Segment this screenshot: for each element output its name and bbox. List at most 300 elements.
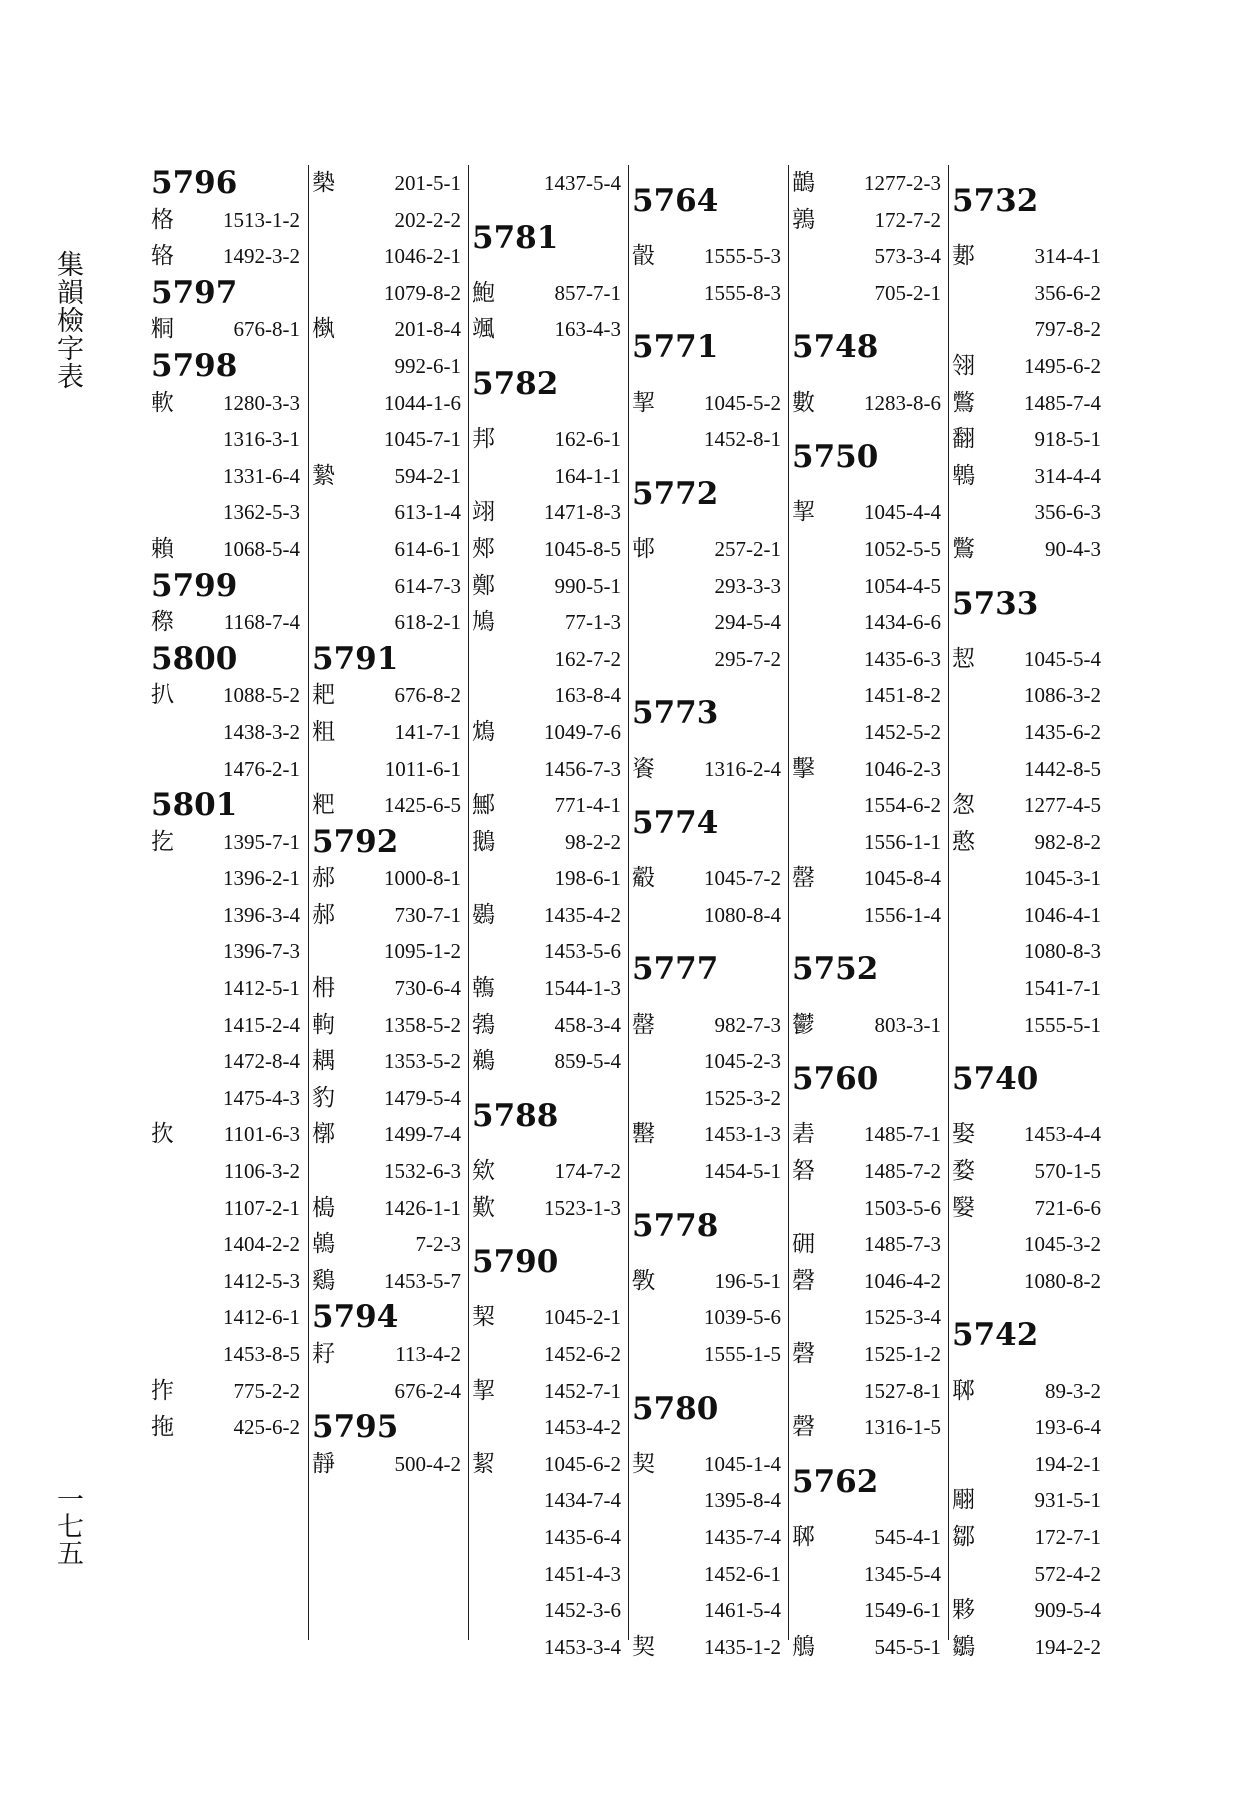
entry-page-reference: 1452-6-1: [704, 1561, 781, 1586]
index-entry: [789, 604, 949, 641]
entry-page-reference: 356-6-2: [1034, 280, 1101, 305]
entry-page-reference: 1045-6-2: [544, 1451, 621, 1476]
index-entry: [469, 970, 629, 1007]
entry-page-reference: 1331-6-4: [223, 463, 300, 488]
entry-page-reference: 1452-8-1: [704, 427, 781, 452]
radical-code-heading: 5781: [472, 219, 559, 256]
entry-page-reference: 194-2-2: [1034, 1634, 1101, 1659]
index-entry: [629, 641, 789, 678]
index-entry: [949, 714, 1109, 751]
entry-page-reference: 1080-8-4: [704, 902, 781, 927]
entry-page-reference: 1451-8-2: [864, 683, 941, 708]
entry-page-reference: 1000-8-1: [384, 866, 461, 891]
index-entry: [629, 1080, 789, 1117]
index-entry: [309, 1043, 469, 1080]
entry-character: 鬱: [792, 1011, 815, 1038]
entry-character: 軟: [151, 389, 174, 416]
index-entry: [949, 897, 1109, 934]
radical-code-heading: 5773: [632, 695, 719, 732]
entry-page-reference: 1316-1-5: [864, 1415, 941, 1440]
index-entry: [949, 275, 1109, 312]
index-entry: [148, 1190, 308, 1227]
entry-character: 栔: [472, 1304, 495, 1331]
entry-page-reference: 1554-6-2: [864, 793, 941, 818]
entry-page-reference: 1485-7-1: [864, 1122, 941, 1147]
radical-code-heading: 5794: [312, 1299, 399, 1336]
index-entry: [148, 202, 308, 239]
entry-page-reference: 1052-5-5: [864, 536, 941, 561]
index-entry: [309, 860, 469, 897]
index-entry: [949, 1556, 1109, 1593]
entry-character: 鄭: [472, 572, 495, 599]
entry-page-reference: 1434-7-4: [544, 1488, 621, 1513]
entry-character: 憨: [952, 828, 975, 855]
entry-page-reference: 1453-3-4: [544, 1634, 621, 1659]
radical-code-heading: 5732: [952, 183, 1039, 219]
entry-page-reference: 458-3-4: [554, 1012, 621, 1037]
entry-page-reference: 174-7-2: [554, 1159, 621, 1184]
index-entry: [148, 1409, 308, 1446]
index-entry: [789, 751, 949, 788]
index-column-4: [628, 165, 789, 1660]
index-entry: [469, 604, 629, 641]
entry-character: 郝: [312, 901, 335, 928]
entry-page-reference: 1045-1-4: [704, 1451, 781, 1476]
entry-page-reference: 1435-6-2: [1024, 719, 1101, 744]
index-entry: [629, 1446, 789, 1483]
entry-page-reference: 1283-8-6: [864, 390, 941, 415]
index-entry: [789, 1336, 949, 1373]
entry-page-reference: 1277-4-5: [1024, 793, 1101, 818]
index-entry: [148, 1153, 308, 1190]
index-entry: [469, 421, 629, 458]
index-entry: [309, 385, 469, 422]
entry-character: 歎: [472, 1194, 495, 1221]
entry-character: 恝: [952, 645, 975, 672]
index-column-3: [468, 165, 629, 1659]
entry-page-reference: 1523-1-3: [544, 1195, 621, 1220]
entry-character: 郰: [792, 1523, 815, 1550]
entry-character: 婺: [952, 1158, 975, 1185]
index-entry: [309, 458, 469, 495]
index-entry: [469, 1336, 629, 1373]
entry-character: 砽: [792, 1231, 815, 1258]
index-entry: [629, 1592, 789, 1629]
entry-page-reference: 1362-5-3: [223, 500, 300, 525]
entry-page-reference: 162-7-2: [554, 646, 621, 671]
entry-character: 挈: [632, 389, 655, 416]
entry-page-reference: 1471-8-3: [544, 500, 621, 525]
entry-page-reference: 613-1-4: [394, 500, 461, 525]
entry-character: 翊: [472, 499, 495, 526]
entry-page-reference: 1045-7-1: [384, 427, 461, 452]
entry-character: 斆: [632, 1267, 655, 1294]
index-entry: [148, 1373, 308, 1410]
index-entry: [148, 385, 308, 422]
entry-page-reference: 1495-6-2: [1024, 353, 1101, 378]
index-entry: [148, 1116, 308, 1153]
index-entry: [309, 1116, 469, 1153]
page-number: 一七五: [52, 1485, 83, 1566]
entry-character: 郟: [472, 535, 495, 562]
entry-page-reference: 1442-8-5: [1024, 756, 1101, 781]
index-entry: [309, 1373, 469, 1410]
entry-page-reference: 1395-8-4: [704, 1488, 781, 1513]
entry-page-reference: 162-6-1: [554, 427, 621, 452]
entry-character: 鄒: [952, 1523, 975, 1550]
entry-page-reference: 425-6-2: [233, 1415, 300, 1440]
index-entry: [949, 1226, 1109, 1263]
index-entry: [148, 824, 308, 861]
entry-page-reference: 1045-8-4: [864, 866, 941, 891]
entry-character: 罄: [632, 1011, 655, 1038]
index-entry: [469, 1190, 629, 1227]
index-entry: [469, 933, 629, 970]
entry-character: 罄: [792, 865, 815, 892]
index-entry: [148, 897, 308, 934]
entry-page-reference: 1453-5-6: [544, 939, 621, 964]
entry-page-reference: 1454-5-1: [704, 1159, 781, 1184]
entry-page-reference: 573-3-4: [874, 244, 941, 269]
entry-page-reference: 1555-1-5: [704, 1342, 781, 1366]
index-entry: [789, 1592, 949, 1629]
entry-page-reference: 545-5-1: [874, 1634, 941, 1659]
entry-page-reference: 1046-4-2: [864, 1268, 941, 1293]
entry-character: 鮑: [472, 279, 495, 306]
entry-character: 鷄: [312, 1267, 335, 1294]
entry-page-reference: 797-8-2: [1034, 317, 1101, 342]
index-entry: [789, 1153, 949, 1190]
index-entry: [309, 568, 469, 605]
entry-page-reference: 1475-4-3: [223, 1085, 300, 1110]
entry-page-reference: 1045-8-5: [544, 536, 621, 561]
index-entry: [148, 714, 308, 751]
entry-character: 擊: [792, 755, 815, 782]
entry-page-reference: 293-3-3: [714, 573, 781, 598]
index-entry: [469, 1043, 629, 1080]
entry-page-reference: 1434-6-6: [864, 610, 941, 635]
entry-character: 鵓: [472, 1011, 495, 1038]
entry-page-reference: 857-7-1: [554, 280, 621, 305]
entry-character: 挈: [792, 499, 815, 526]
index-entry: [949, 1592, 1109, 1629]
index-entry: [309, 275, 469, 312]
entry-character: 颯: [472, 316, 495, 343]
entry-page-reference: 1045-3-2: [1024, 1232, 1101, 1257]
index-entry: [309, 1336, 469, 1373]
entry-page-reference: 1080-8-2: [1024, 1268, 1101, 1293]
entry-page-reference: 1045-3-1: [1024, 866, 1101, 891]
entry-page-reference: 202-2-2: [394, 207, 461, 232]
entry-page-reference: 771-4-1: [554, 793, 621, 818]
index-entry: [469, 1629, 629, 1666]
index-column-2: [308, 165, 469, 1640]
radical-code-heading: 5772: [632, 475, 719, 512]
entry-page-reference: 931-5-1: [1034, 1488, 1101, 1513]
entry-page-reference: 1452-6-2: [544, 1342, 621, 1366]
entry-page-reference: 1395-7-1: [223, 829, 300, 854]
index-entry: [309, 311, 469, 348]
entry-character: 鵝: [472, 828, 495, 855]
index-entry: [629, 1336, 789, 1373]
index-entry: [309, 238, 469, 275]
entry-character: 鷃: [472, 901, 495, 928]
entry-character: 郪: [952, 243, 975, 270]
radical-code-heading: 5795: [312, 1409, 399, 1446]
entry-page-reference: 1499-7-4: [384, 1122, 461, 1147]
entry-character: 嫛: [952, 1194, 975, 1221]
index-entry: [148, 238, 308, 275]
index-entry: [469, 1409, 629, 1446]
index-entry: [469, 1373, 629, 1410]
entry-character: 鴆: [472, 718, 495, 745]
index-entry: [148, 751, 308, 788]
index-entry: [309, 933, 469, 970]
index-entry: [629, 238, 789, 275]
entry-page-reference: 775-2-2: [233, 1378, 300, 1403]
index-entry: [469, 494, 629, 531]
entry-character: 餈: [632, 755, 655, 782]
index-entry: [629, 1299, 789, 1336]
entry-page-reference: 1479-5-4: [384, 1085, 461, 1110]
entry-page-reference: 89-3-2: [1045, 1378, 1101, 1403]
index-entry: [469, 458, 629, 495]
index-entry: [469, 165, 629, 202]
entry-page-reference: 1541-7-1: [1024, 976, 1101, 1001]
entry-page-reference: 982-7-3: [714, 1012, 781, 1037]
entry-page-reference: 172-7-1: [1034, 1524, 1101, 1549]
index-entry: [789, 1007, 949, 1044]
entry-character: 瞉: [632, 243, 655, 270]
entry-page-reference: 1316-3-1: [223, 427, 300, 452]
index-entry: [469, 311, 629, 348]
entry-character: 邨: [632, 535, 655, 562]
entry-page-reference: 1345-5-4: [864, 1561, 941, 1586]
book-title: 集韻檢字表: [52, 250, 83, 390]
index-entry: [309, 677, 469, 714]
entry-character: 粑: [312, 792, 335, 819]
entry-page-reference: 164-1-1: [554, 463, 621, 488]
entry-page-reference: 500-4-2: [394, 1451, 461, 1476]
radical-code-heading: 5800: [151, 640, 238, 677]
entry-page-reference: 1556-1-1: [864, 829, 941, 854]
entry-page-reference: 1044-1-6: [384, 390, 461, 415]
entry-character: 豹: [312, 1084, 335, 1111]
index-entry: [309, 1446, 469, 1483]
entry-page-reference: 1544-1-3: [544, 976, 621, 1001]
entry-page-reference: 1503-5-6: [864, 1195, 941, 1220]
index-entry: [629, 421, 789, 458]
radical-code-heading: 5778: [632, 1207, 719, 1244]
index-entry: [629, 275, 789, 312]
entry-page-reference: 172-7-2: [874, 207, 941, 232]
entry-character: 罊: [632, 1121, 655, 1148]
entry-page-reference: 113-4-2: [395, 1342, 461, 1366]
index-entry: [309, 1080, 469, 1117]
entry-character: 槨: [312, 1121, 335, 1148]
radical-code-heading: 5752: [792, 951, 879, 988]
entry-page-reference: 1080-8-3: [1024, 939, 1101, 964]
radical-code-heading: 5788: [472, 1097, 559, 1134]
entry-character: 砉: [792, 1121, 815, 1148]
index-entry: [789, 1226, 949, 1263]
entry-character: 枏: [312, 975, 335, 1002]
entry-page-reference: 1404-2-2: [223, 1232, 300, 1257]
index-entry: [949, 311, 1109, 348]
entry-page-reference: 614-6-1: [394, 536, 461, 561]
index-entry: [148, 1299, 308, 1336]
entry-character: 拃: [151, 1377, 174, 1404]
entry-page-reference: 1316-2-4: [704, 756, 781, 781]
entry-page-reference: 1456-7-3: [544, 756, 621, 781]
index-entry: [789, 385, 949, 422]
radical-code-heading: 5771: [632, 329, 719, 366]
entry-page-reference: 1472-8-4: [223, 1049, 300, 1074]
entry-page-reference: 201-5-1: [394, 171, 461, 195]
entry-character: 契: [632, 1450, 655, 1477]
index-entry: [949, 1116, 1109, 1153]
index-entry: [309, 970, 469, 1007]
entry-page-reference: 1045-2-1: [544, 1305, 621, 1330]
index-entry: [949, 494, 1109, 531]
entry-page-reference: 98-2-2: [565, 829, 621, 854]
index-entry: [949, 1190, 1109, 1227]
index-entry: [629, 1482, 789, 1519]
index-entry: [789, 238, 949, 275]
entry-page-reference: 1492-3-2: [223, 244, 300, 269]
entry-page-reference: 356-6-3: [1034, 500, 1101, 525]
index-entry: [148, 311, 308, 348]
index-entry: [789, 275, 949, 312]
entry-page-reference: 1107-2-1: [223, 1195, 300, 1220]
entry-page-reference: 1425-6-5: [384, 793, 461, 818]
index-entry: [789, 1299, 949, 1336]
entry-page-reference: 1453-4-4: [1024, 1122, 1101, 1147]
radical-code-heading: 5777: [632, 951, 719, 988]
index-entry: [789, 860, 949, 897]
entry-page-reference: 295-7-2: [714, 646, 781, 671]
index-entry: [629, 1263, 789, 1300]
entry-page-reference: 1435-6-3: [864, 646, 941, 671]
index-entry: [949, 1007, 1109, 1044]
entry-page-reference: 1412-6-1: [223, 1305, 300, 1330]
entry-character: 耙: [312, 682, 335, 709]
entry-character: 靜: [312, 1450, 335, 1477]
index-entry: [469, 1153, 629, 1190]
entry-page-reference: 1280-3-3: [223, 390, 300, 415]
index-entry: [789, 897, 949, 934]
index-entry: [789, 714, 949, 751]
entry-page-reference: 1168-7-4: [223, 610, 300, 635]
entry-character: 鵃: [792, 1633, 815, 1660]
index-entry: [469, 1446, 629, 1483]
index-entry: [148, 1043, 308, 1080]
radical-code-heading: 5791: [312, 640, 399, 677]
entry-page-reference: 77-1-3: [565, 610, 621, 635]
entry-page-reference: 1461-5-4: [704, 1598, 781, 1623]
entry-page-reference: 198-6-1: [554, 866, 621, 891]
index-entry: [469, 1519, 629, 1556]
entry-page-reference: 1437-5-4: [544, 171, 621, 195]
radical-code-heading: 5796: [151, 165, 238, 201]
index-entry: [949, 970, 1109, 1007]
index-entry: [469, 824, 629, 861]
index-entry: [789, 677, 949, 714]
entry-page-reference: 676-8-2: [394, 683, 461, 708]
index-entry: [148, 421, 308, 458]
radical-code-heading: 5740: [952, 1061, 1039, 1098]
entry-character: 鶾: [472, 975, 495, 1002]
entry-page-reference: 618-2-1: [394, 610, 461, 635]
entry-page-reference: 1476-2-1: [223, 756, 300, 781]
entry-page-reference: 1088-5-2: [223, 683, 300, 708]
entry-page-reference: 1426-1-1: [384, 1195, 461, 1220]
index-entry: [949, 1373, 1109, 1410]
index-column-6: [948, 165, 1109, 1660]
index-entry: [789, 1519, 949, 1556]
index-entry: [309, 1153, 469, 1190]
entry-character: 扢: [151, 828, 174, 855]
entry-page-reference: 257-2-1: [714, 536, 781, 561]
index-entry: [309, 202, 469, 239]
index-entry: [148, 933, 308, 970]
index-entry: [949, 531, 1109, 568]
entry-character: 粗: [312, 718, 335, 745]
index-entry: [789, 824, 949, 861]
index-entry: [148, 1080, 308, 1117]
index-entry: [629, 1043, 789, 1080]
entry-page-reference: 1045-2-3: [704, 1049, 781, 1074]
entry-page-reference: 1532-6-3: [384, 1159, 461, 1184]
entry-character: 鵯: [952, 462, 975, 489]
entry-character: 郰: [952, 1377, 975, 1404]
entry-character: 娶: [952, 1121, 975, 1148]
entry-character: 軥: [312, 1011, 335, 1038]
entry-page-reference: 1046-2-3: [864, 756, 941, 781]
entry-page-reference: 1453-1-3: [704, 1122, 781, 1147]
entry-character: 耔: [312, 1341, 335, 1367]
index-entry: [469, 1482, 629, 1519]
index-entry: [469, 1556, 629, 1593]
entry-page-reference: 1525-3-4: [864, 1305, 941, 1330]
index-entry: [469, 1299, 629, 1336]
index-table: [148, 165, 1110, 1660]
index-entry: [469, 1592, 629, 1629]
entry-character: 辂: [151, 243, 174, 270]
entry-page-reference: 1485-7-4: [1024, 390, 1101, 415]
radical-code-heading: 5799: [151, 567, 238, 604]
entry-page-reference: 1555-8-3: [704, 280, 781, 305]
index-entry: [469, 751, 629, 788]
index-entry: [148, 1007, 308, 1044]
index-entry: [789, 1556, 949, 1593]
index-entry: [309, 348, 469, 385]
entry-page-reference: 201-8-4: [394, 317, 461, 342]
index-entry: [949, 1519, 1109, 1556]
entry-character: 槷: [312, 170, 335, 196]
entry-page-reference: 1054-4-5: [864, 573, 941, 598]
entry-page-reference: 194-2-1: [1034, 1451, 1101, 1476]
entry-page-reference: 1045-5-2: [704, 390, 781, 415]
index-entry: [309, 604, 469, 641]
index-entry: [148, 458, 308, 495]
entry-page-reference: 676-2-4: [394, 1378, 461, 1403]
entry-page-reference: 859-5-4: [554, 1049, 621, 1074]
index-entry: [148, 677, 308, 714]
entry-page-reference: 1452-3-6: [544, 1598, 621, 1623]
index-entry: [309, 1007, 469, 1044]
entry-character: 槝: [312, 1194, 335, 1221]
